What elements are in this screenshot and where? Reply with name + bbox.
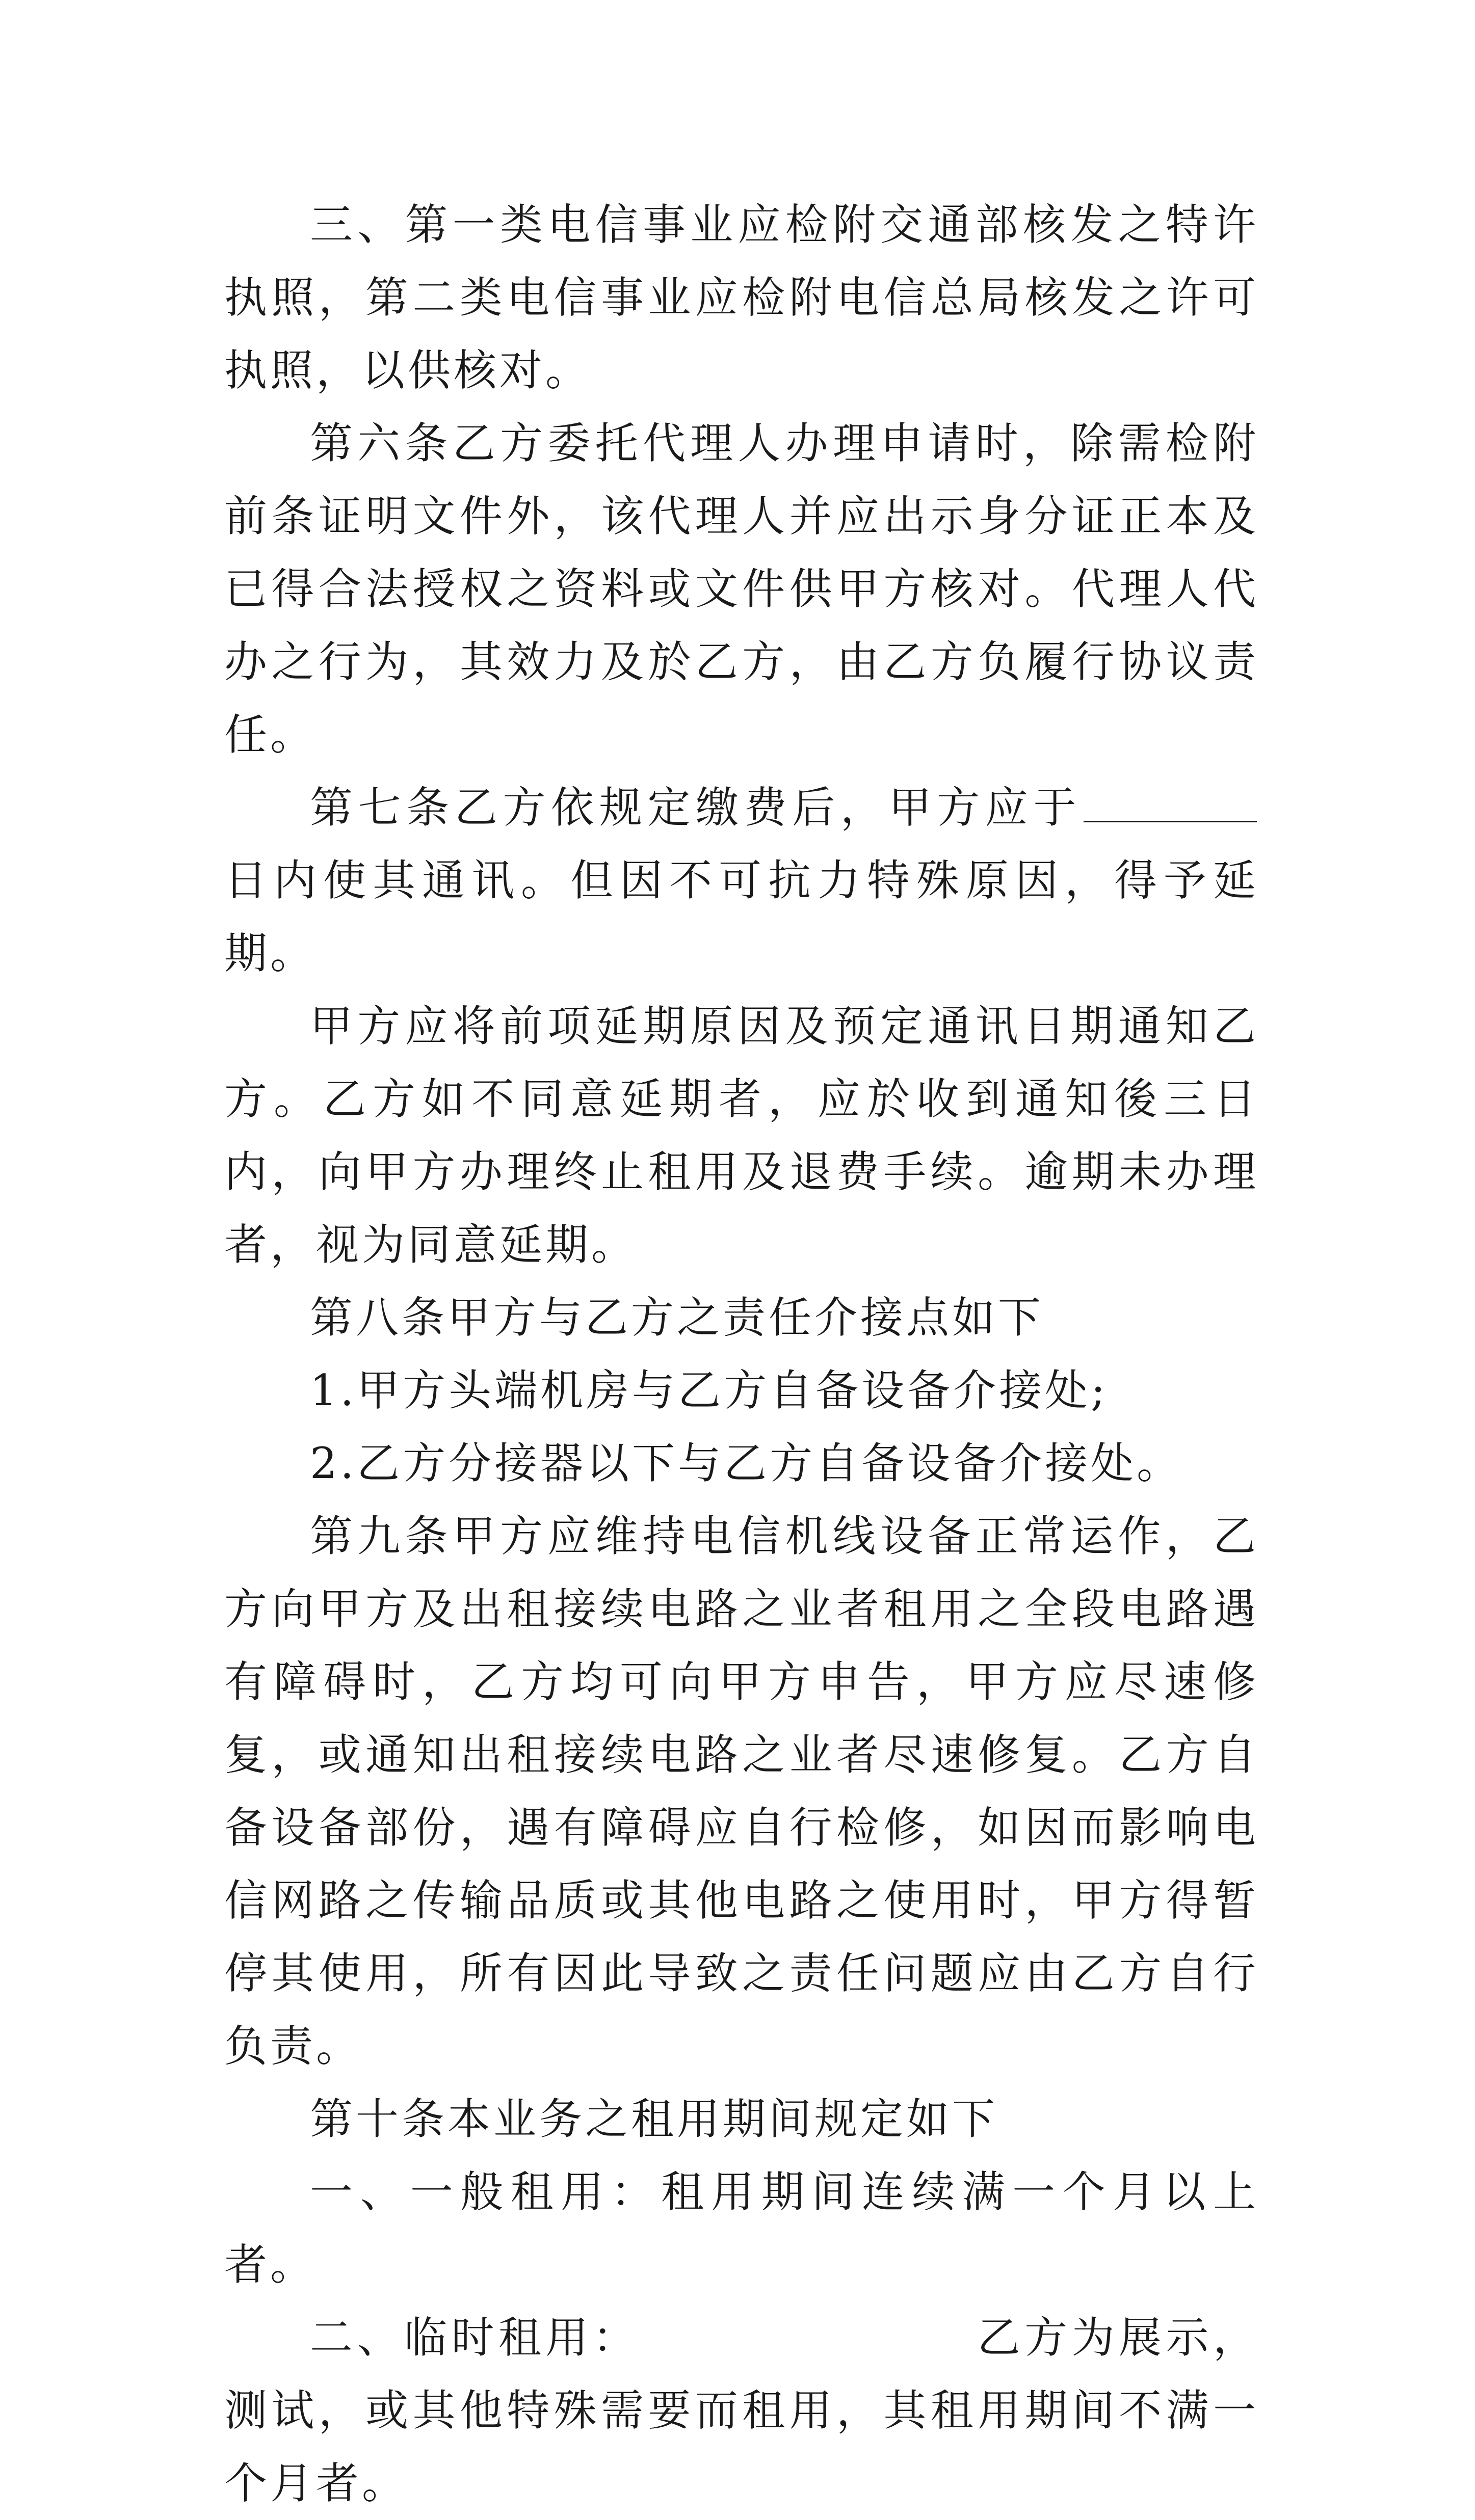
article-10-heading: 第十条本业务之租用期间规定如下 xyxy=(310,2094,998,2144)
article-6-agent: 第六条乙方委托代理人办理申请时，除需检附前条证明文件外，该代理人并应出示身分证正本及已得合法授权之资料或文件供甲方核对。代理人代办之行为，其效力及於乙方，由乙方负履行协议责任。 xyxy=(224,418,1259,760)
article-7-text-after: 日内使其通讯。但因不可抗力特殊原因，得予延期。 xyxy=(224,855,1259,978)
article-8-item-1: 1.甲方头端机房与乙方自备设备介接处; xyxy=(310,1365,1109,1415)
article-10-temporary-rental xyxy=(224,2301,1259,2520)
article-9-maintenance: 第九条甲方应维持电信机线设备正常运作，乙方向甲方及出租接续电路之业者租用之全段电路遇有障碍时，乙方均可向甲方申告，甲方应尽速修复，或通知出租接续电路之业者尽速修复。乙方自备设备部份，遇有障碍应自行检修，如因而影响电信网路之传输品质或其他电路之使用时，甲方得暂停其使用，所有因此导致之责任问题应由乙方自行负责。 xyxy=(224,1511,1259,2071)
fill-in-blank-days xyxy=(1084,778,1257,822)
article-8-item-2: 2.乙方分接器以下与乙方自备设备介接处。 xyxy=(310,1438,1183,1488)
delay-notice-paragraph: 甲方应将前项延期原因及预定通讯日期通知乙方。乙方如不同意延期者，应於收到通知後三日内，向甲方办理终止租用及退费手续。逾期未办理者，视为同意延期。 xyxy=(224,1001,1259,1270)
article-7-activation xyxy=(224,771,1259,990)
article-8-heading: 第八条甲方与乙方之责任介接点如下 xyxy=(310,1293,1044,1343)
clause-telecom-license: 三、第一类电信事业应检附交通部核发之特许执照，第二类电信事业应检附电信总局核发之许可执照，以供核对。 xyxy=(224,200,1259,395)
article-10-general-rental: 一、一般租用：租用期间连续满一个月以上者。 xyxy=(224,2167,1259,2290)
temp-rental-gap xyxy=(640,2347,976,2352)
article-7-text-before: 第七条乙方依规定缴费后，甲方应于 xyxy=(310,783,1082,833)
temp-rental-label: 二、临时租用： xyxy=(310,2313,640,2363)
temp-rental-text: 乙方为展示，测试，或其他特殊需要而租用，其租用期间不满一个月者。 xyxy=(224,2313,1259,2508)
document-body xyxy=(224,189,1259,2520)
